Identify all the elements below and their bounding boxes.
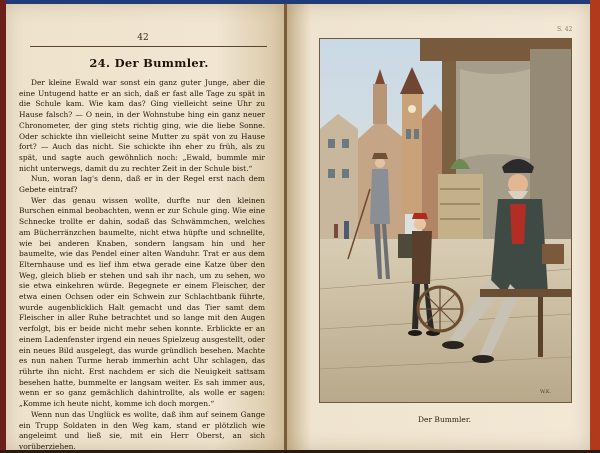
plate-caption: Der Bummler. <box>418 415 471 424</box>
right-page-number: S. 42 <box>557 26 573 33</box>
story-text <box>19 78 265 453</box>
paragraph-2: Nun, woran lag's denn, daß er in der Regel erst nach dem Gebete eintraf? <box>19 174 265 195</box>
paragraph-4: Wenn nun das Unglück es wollte, daß ihm auf seinem Gange ein Trupp Soldaten in den Weg kam, stand er plötzlich wie angeleimt und ließ sie, mit ein Herr Oberst, an sich vorüberziehen. <box>19 409 265 451</box>
header-rule <box>30 46 267 47</box>
paragraph-1: Der kleine Ewald war sonst ein ganz guter Junge, aber die eine Untugend hatte er an sich, daß er fast alle Tage zu spät in die Schule kam. Wie kam das? Ging vielleicht seine Uhr zu Hause falsch? — O nein, in der Wohnstube hing ein ganz neuer Chronometer, der ging stets richtig ging, wie die liebe Sonne. Oder schickte ihn vielleicht seine Mutter zu spät von zu Hause fort? — Auch das nicht. Sie schickte ihn eher zu früh, als zu spät, und sagte auch gewöhnlich noch: „Ewald, bummle mir nicht unterwegs, damit du zu rechter Zeit in der Schule bist.“ <box>19 78 265 173</box>
artist-signature: W.K. <box>540 389 552 395</box>
illustration-street-scene <box>320 39 571 402</box>
illustration-plate <box>319 38 572 403</box>
book-cover-right-edge <box>590 0 600 450</box>
chapter-title: 24. Der Bummler. <box>89 56 209 70</box>
paragraph-3: Wer das genau wissen wollte, durfte nur den kleinen Burschen einmal beobachten, wenn er zur Schule ging. Wie eine Schnecke trollte er dahin, sodaß das Schwämmchen, welches am Bücherränzchen baumelte, nicht etwa hüpfte und schnellte, wie bei anderen Knaben, sondern langsam hin und her baumelte, wie das Pendel einer alten Wanduhr. Trat er aus dem Elternhause und es lief ihm etwa gerade eine Katze über den Weg, gleich blieb er stehen und sah ihr nach, um zu sehen, wo sie etwa einkehren würde. Begegnete er einem Fleischer, der etwa einen Ochsen oder ein Schwein zur Schlachtbank führte, wurde augenblicklich Halt gemacht und das Tier samt dem Fleischer in aller Ruhe betrachtet und so lange mit den Augen verfolgt, bis er beide nicht mehr sehen konnte. Erblickte er an einem Ladenfenster irgend ein neues Spielzeug ausgestellt, oder ein neues Bild ausgelegt, das wurde gründlich besehen. Machte es nun nahen Turme herab immerhin acht Uhr schlagen, das rührte ihn nicht. Erst nachdem er sich die Neuigkeit sattsam besehen hatte, bummelte er langsam weiter. Es sah immer aus, wenn er so ganz gemächlich dahintrollte, als wolle er sagen: „Komme ich heute nicht, komme ich doch morgen.“ <box>19 195 265 409</box>
left-page-number: 42 <box>137 33 149 43</box>
